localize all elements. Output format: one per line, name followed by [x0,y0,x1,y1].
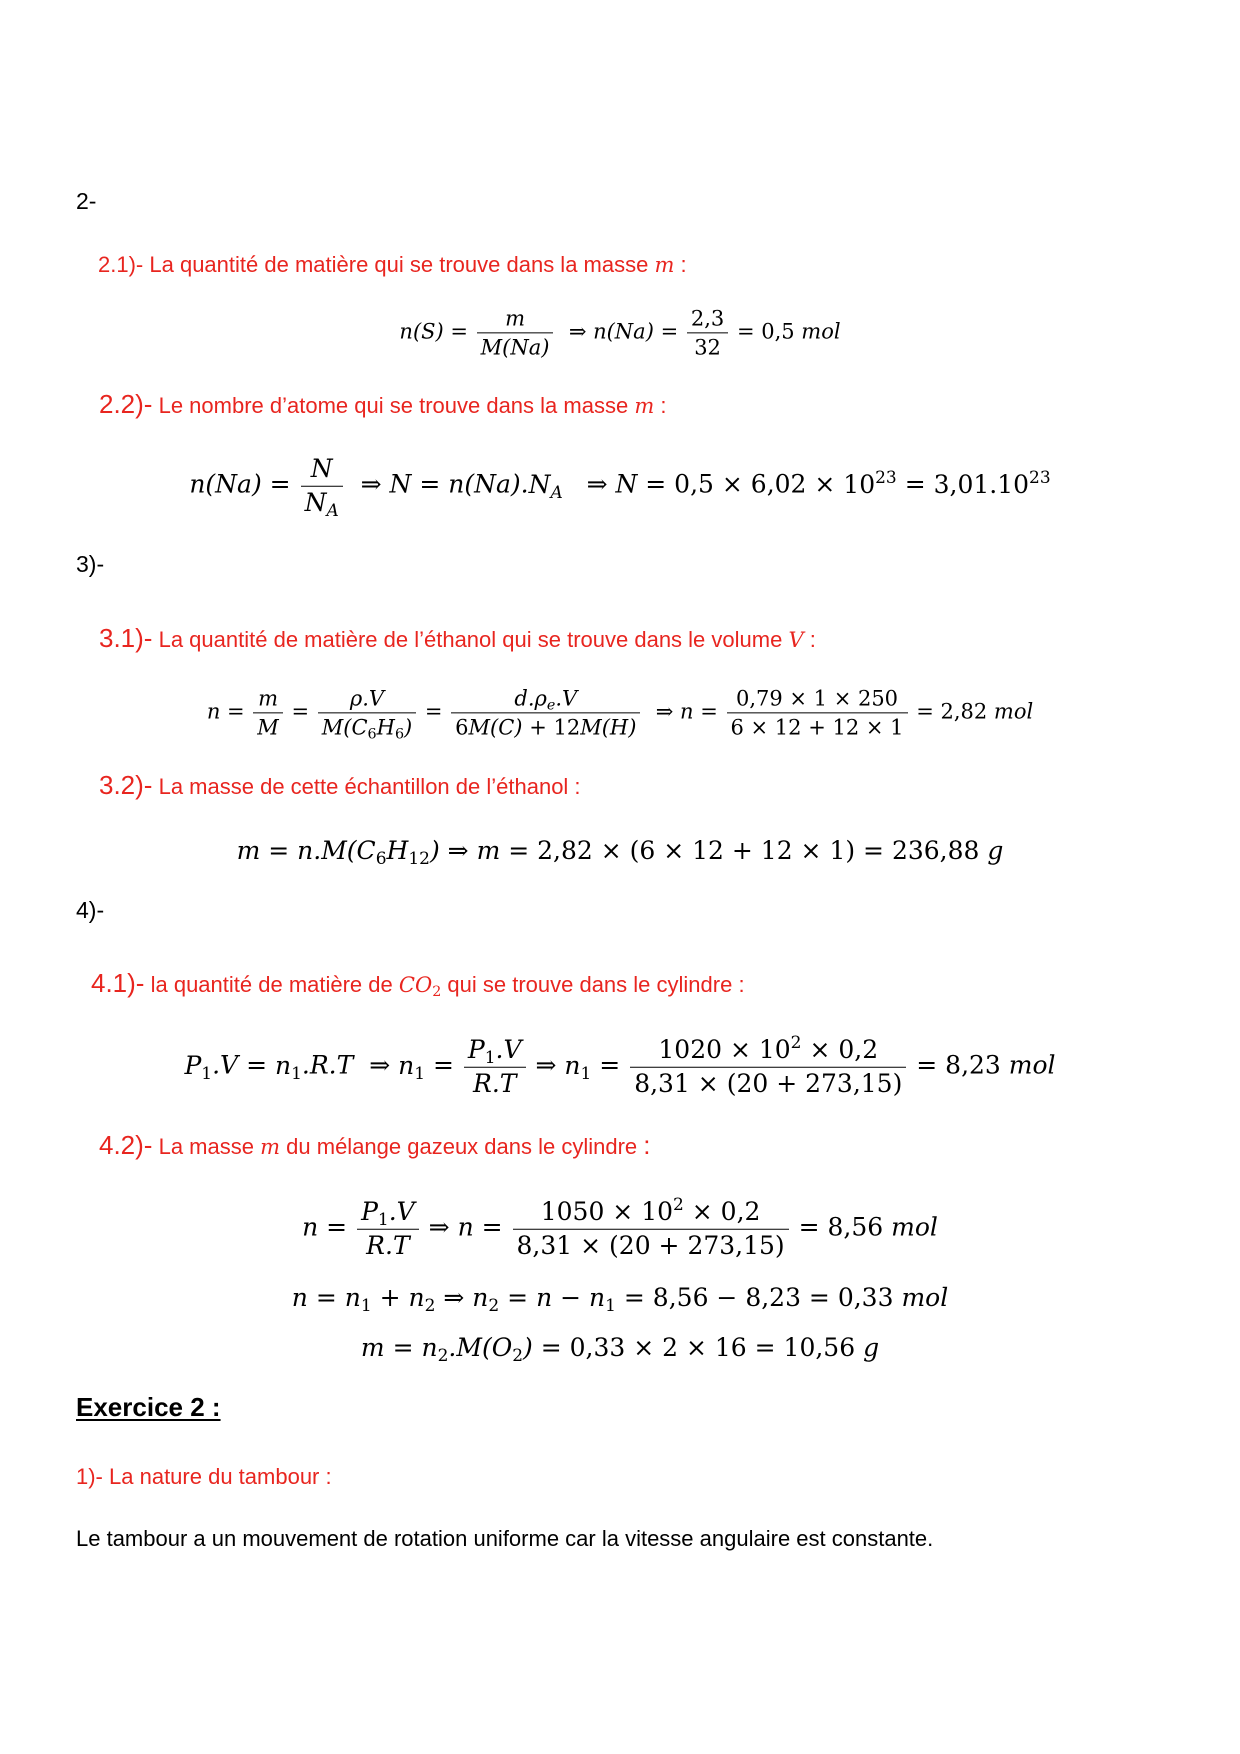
fraction [464,1036,526,1099]
math-symbol [564,1050,592,1084]
question-label: 4.2)- [99,1130,153,1160]
question-end: : [660,393,667,418]
math-symbol [448,470,528,499]
superscript: 2 [790,1032,802,1053]
fraction [513,1194,789,1261]
math-text: = [653,319,685,344]
exercise-2-answer: Le tambour a un mouvement de rotation uniforme car la vitesse angulaire est constante. [76,1526,934,1551]
math-base: N [615,469,638,499]
math-symbol [641,1194,684,1226]
math-symbol [514,686,556,714]
math-text: = [499,1283,537,1312]
math-symbol [189,470,261,499]
fraction [253,686,283,739]
equation-2-2 [0,453,1240,521]
denominator [451,713,640,740]
math-symbol [1009,1051,1056,1080]
fraction [318,686,416,743]
numerator [501,306,529,332]
math-symbol [843,467,897,499]
equation-3-1 [0,686,1240,743]
math-text: 1050 × [540,1196,642,1226]
math-text: ⇒ [527,1050,565,1080]
math-symbol [361,1333,385,1362]
math-base: n [408,1283,425,1312]
question-text: La quantité de matière de l’éthanol qui se trouve dans le volume [158,627,783,652]
math-symbol [237,836,261,865]
math-text: = [307,1283,345,1312]
math-text: = [284,699,316,724]
numerator [307,455,337,486]
denominator [630,1067,906,1099]
math-base: N [304,487,327,517]
math-symbol [430,836,440,865]
section-number-4: 4)- [76,897,105,923]
math-base: P [467,1034,485,1064]
math-base: n [472,1283,489,1312]
superscript: 23 [875,467,897,488]
fraction [727,686,908,739]
math-symbol [505,306,525,330]
math-symbol [863,1333,879,1362]
subscript: 2 [512,1346,524,1367]
variable-m: m [260,1135,281,1159]
math-symbol [523,1333,533,1362]
subscript: 1 [201,1063,213,1084]
question-end: : [809,627,816,652]
equation-3-2 [0,836,1240,870]
exercise-2-question-1-heading [76,1463,332,1491]
question-2-2-heading [99,390,667,420]
math-symbol [366,1231,409,1260]
section-number-2: 2- [76,188,97,214]
math-symbol [589,1283,616,1317]
math-text: = 8,56 − 8,23 = 0,33 [615,1283,902,1312]
subscript: 1 [580,1063,592,1084]
math-text: ⇒ [420,1212,458,1242]
math-symbol [448,1333,524,1367]
math-base: n [291,1283,308,1312]
math-text: = [261,469,299,499]
math-symbol [408,1283,436,1317]
question-label: 3.2)- [99,770,153,800]
math-base: ) [523,1333,533,1362]
denominator [687,333,728,360]
math-symbol [257,716,279,740]
math-text: = 8,56 [790,1212,892,1242]
math-symbol [361,1196,389,1230]
math-text: 1020 × [658,1034,759,1064]
question-3-1-heading [99,624,816,654]
math-text: 8,31 × (20 + 273,15) [516,1230,785,1260]
math-symbol [344,1283,372,1317]
math-base: R.T [366,1230,410,1260]
math-symbol [302,1213,318,1242]
math-symbol [680,700,694,724]
math-symbol [801,320,840,344]
math-base: ) [429,836,440,865]
numerator [537,1194,765,1229]
math-text: = [693,699,725,724]
subscript: 2 [488,1296,500,1317]
superscript: 23 [1029,467,1051,488]
math-symbol [758,1032,802,1064]
question-3-2-heading [99,771,581,801]
math-text: ⇒ [435,1283,473,1312]
superscript: 2 [673,1194,684,1215]
question-text: la quantité de matière de [150,972,393,997]
math-text: = [443,319,475,344]
math-base: m [476,836,501,865]
equation-4-1 [0,1032,1240,1099]
fraction [451,686,640,739]
math-symbol [184,1050,213,1084]
math-text: − [552,1283,590,1312]
fraction [687,306,728,359]
math-text: ⇒ [353,1050,399,1080]
question-text: La masse de cette échantillon de l’éthanol : [158,774,581,799]
math-text: + [371,1283,409,1312]
subscript: e [546,697,556,714]
math-text: 2,3 [690,306,725,331]
math-base: 10 [843,469,876,499]
math-base: n [564,1050,581,1080]
equation-4-2-c [0,1333,1240,1367]
math-text: = [238,1050,275,1080]
math-text: × 0,2 [683,1196,761,1226]
numerator [687,306,728,332]
math-symbol [386,836,430,870]
math-symbol [207,700,221,724]
math-base: .V [555,686,578,711]
math-text: ⇒ [642,699,681,724]
math-base: N [528,469,551,499]
math-base: mol [993,699,1034,724]
math-symbol [274,1050,302,1084]
equation-2-1 [0,306,1240,359]
math-base: 3,01.10 [933,469,1030,499]
math-base: ) [404,715,413,740]
denominator [477,333,554,360]
math-text: = [425,1050,462,1080]
math-base: mol [901,1283,949,1312]
math-base: 10 [758,1034,791,1064]
math-base: n [344,1283,361,1312]
math-text: 8,31 × (20 + 273,15) [634,1068,903,1098]
math-symbol [321,715,377,743]
math-base: mol [1008,1050,1056,1080]
math-base: .R.T [301,1050,354,1080]
subscript: 1 [605,1296,616,1317]
question-end: : [643,1130,651,1160]
math-symbol [258,686,278,710]
math-text: = 0,33 × 2 × 16 = 10,56 [532,1333,864,1362]
math-base: M [257,715,279,740]
math-text: 6 × 12 + 12 × 1 [730,715,904,740]
math-text: ⇒ [562,469,616,499]
math-symbol [398,1050,426,1084]
math-base: m [505,306,526,331]
fraction [630,1032,906,1099]
math-symbol [528,469,563,503]
math-symbol [390,470,412,499]
numerator [510,686,581,712]
math-symbol [593,320,654,344]
math-text: = 2,82 [909,699,994,724]
math-text: = [418,699,450,724]
math-base: P [361,1196,378,1226]
math-base: M(C [321,715,368,740]
math-base: .V [212,1050,239,1080]
math-symbol [458,1213,474,1242]
math-symbol [376,715,405,743]
question-end: : [680,252,687,277]
math-base: n(Na) [189,469,262,499]
math-symbol [297,836,387,870]
math-base: n [457,1212,474,1242]
denominator [253,713,283,740]
math-symbol [477,836,501,865]
exercise-2-title: Exercice 2 : [76,1392,221,1422]
math-base: n [398,1050,415,1080]
math-text: × 0,2 [801,1034,879,1064]
fraction [357,1198,419,1261]
math-symbol [350,686,384,710]
subscript: 1 [291,1063,302,1084]
math-symbol [292,1283,308,1312]
subscript: 6 [367,726,377,743]
variable-subscript: 2 [432,983,442,1000]
math-symbol [555,686,577,710]
math-base: m [236,836,261,865]
denominator [464,1067,526,1099]
denominator [318,713,416,743]
subscript: 1 [484,1047,496,1068]
math-text: = [411,469,449,499]
question-4-1-heading [91,969,745,999]
math-base: P [184,1050,202,1080]
math-base: mol [891,1212,938,1242]
math-base: g [863,1333,880,1362]
math-symbol [404,716,412,740]
subscript: 1 [377,1209,389,1230]
denominator [357,1229,419,1261]
math-text: ⇒ [439,836,477,865]
variable-m: m [634,394,655,418]
math-base: n [421,1333,438,1362]
variable-base: CO [398,973,433,997]
math-base: n [536,1283,553,1312]
question-text: La masse [158,1134,254,1159]
math-symbol [994,700,1033,724]
math-symbol [615,470,637,499]
math-text: 6 [455,715,469,740]
math-symbol [311,454,333,483]
question-text-continued: du mélange gazeux dans le cylindre [286,1134,638,1159]
numerator [464,1036,526,1067]
math-text: = 0,5 [730,319,802,344]
math-base: .M(O [448,1333,513,1362]
math-base: n [274,1050,292,1080]
math-symbol [891,1213,938,1242]
math-base: M(C) [468,715,523,740]
numerator [254,686,282,712]
math-text: = [220,699,252,724]
numerator [346,686,388,712]
numerator [357,1198,419,1229]
denominator [513,1229,789,1261]
question-2-1-heading [98,251,687,279]
denominator [727,713,908,740]
question-label: 2.2)- [99,389,153,419]
fraction [301,453,343,521]
subscript: 1 [414,1063,426,1084]
question-label: 1)- [76,1464,103,1489]
math-base: M(Na) [480,335,550,360]
math-base: n(S) [399,319,444,344]
subscript: 6 [394,726,405,743]
math-base: N [310,453,333,483]
math-text: = 0,5 × 6,02 × [637,469,844,499]
math-text: = [384,1333,422,1362]
math-text: = [896,469,934,499]
math-text: = 2,82 × (6 × 12 + 12 × 1) = 236,88 [500,836,988,865]
question-text-continued: qui se trouve dans le cylindre : [447,972,745,997]
math-base: .V [388,1196,415,1226]
variable-co2 [398,973,442,1000]
math-base: n.M(C [297,836,376,865]
denominator [301,486,343,521]
numerator [654,1032,882,1067]
math-text: = [260,836,298,865]
variable-m: m [654,253,675,277]
math-base: n [589,1283,606,1312]
math-base: H [376,715,395,740]
math-text: = [473,1212,511,1242]
math-base: mol [801,319,841,344]
math-text: ⇒ [555,319,594,344]
math-text: ⇒ [344,469,390,499]
math-base: g [987,836,1004,865]
math-base: .V [495,1034,522,1064]
math-base: m [360,1333,385,1362]
math-base: R.T [473,1068,517,1098]
question-label: 3.1)- [99,623,153,653]
math-base: n [206,699,221,724]
subscript: 2 [437,1346,449,1367]
math-symbol [901,1283,948,1312]
math-base: M(H) [580,715,637,740]
subscript: A [326,500,339,521]
math-symbol [987,836,1003,865]
question-text: Le nombre d’atome qui se trouve dans la masse [158,393,629,418]
variable-v: V [788,628,804,652]
math-symbol [472,1283,500,1317]
question-label: 2.1)- [98,252,144,277]
math-symbol [933,467,1051,499]
math-symbol [496,1035,522,1064]
math-base: ρ.V [349,686,385,711]
math-text: 32 [694,335,721,360]
math-symbol [304,487,339,521]
subscript: 6 [375,849,387,870]
math-text: 0,79 × 1 × 250 [735,686,899,711]
section-number-3: 3)- [76,551,105,577]
math-symbol [212,1051,238,1080]
math-base: H [386,836,409,865]
equation-4-2-a [0,1194,1240,1261]
math-text: + 12 [522,715,581,740]
numerator [732,686,902,712]
math-base: 10 [641,1196,674,1226]
math-symbol [399,320,443,344]
subscript: 2 [424,1296,436,1317]
math-symbol [467,1034,496,1068]
equation-4-2-b [0,1283,1240,1317]
math-base: n [302,1212,319,1242]
math-symbol [421,1333,449,1367]
math-symbol [469,716,523,740]
math-symbol [536,1283,552,1312]
math-text: = [591,1050,629,1080]
math-base: n [680,699,694,724]
math-text: = [318,1212,356,1242]
math-symbol [389,1197,415,1226]
subscript: 12 [408,849,430,870]
math-symbol [481,336,550,360]
math-symbol [580,716,636,740]
math-base: n(Na). [448,469,529,499]
math-base: N [389,469,412,499]
question-label: 4.1)- [91,968,145,998]
math-base: n(Na) [593,319,654,344]
math-base: m [258,686,279,711]
math-base: d.ρ [514,686,547,711]
question-text: La quantité de matière qui se trouve dans la masse [149,252,649,277]
math-text: = 8,23 [908,1050,1009,1080]
subscript: 1 [360,1296,372,1317]
math-symbol [473,1069,516,1098]
fraction [477,306,554,359]
question-text: La nature du tambour : [109,1464,332,1489]
math-symbol [302,1051,353,1080]
subscript: A [550,482,563,503]
question-4-2-heading [99,1131,651,1161]
